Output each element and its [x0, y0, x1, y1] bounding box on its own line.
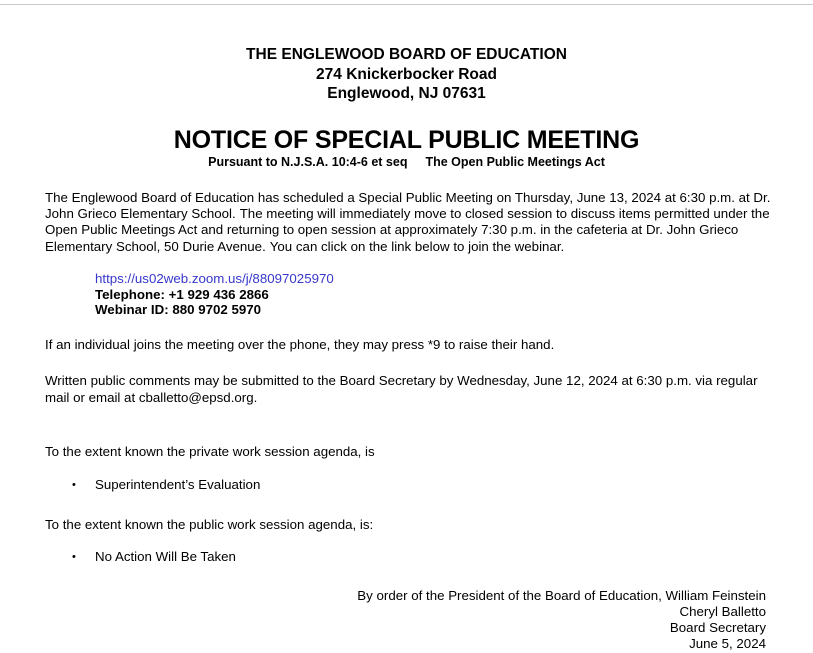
- intro-line-4: Dr. John Grieco Elementary School, 50 Durie Avenue.: [45, 222, 739, 254]
- webinar-id: Webinar ID: 880 9702 5970: [95, 302, 262, 318]
- signature-block: [0, 588, 813, 653]
- phone-raise-hand-note: If an individual joins the meeting over the phone, they may press *9 to raise their hand.: [45, 336, 555, 352]
- intro-line-3: permitted under the Open Public Meetings Act and returning to open session at approximately 7:30 p.m. in the cafeteria at: [45, 205, 770, 238]
- list-item: [45, 549, 783, 565]
- signature-name: Cheryl Balletto: [679, 603, 766, 619]
- subtitle-act: The Open Public Meetings Act: [425, 154, 605, 169]
- notice-subtitle: [0, 155, 813, 170]
- webinar-telephone: Telephone: +1 929 436 2866: [95, 286, 269, 302]
- subtitle-statute: Pursuant to N.J.S.A. 10:4-6 et seq: [208, 154, 408, 169]
- bullet-icon: •: [72, 478, 76, 491]
- public-agenda-list: [45, 549, 783, 565]
- signature-by-order: By order of the President of the Board of Education, William Feinstein: [357, 587, 766, 603]
- intro-line-4b: You can click on the link below to join the webinar.: [269, 238, 565, 254]
- document-body: [45, 190, 783, 566]
- zoom-link-row: [95, 271, 783, 287]
- intro-line-1: The Englewood Board of Education has scheduled a Special Public Meeting on Thursday, June 13, 2024 at: [45, 189, 676, 205]
- intro-line-2b: The meeting will immediately move to closed session to discuss items: [239, 205, 651, 221]
- letterhead-organization: THE ENGLEWOOD BOARD OF EDUCATION: [246, 46, 567, 63]
- bullet-icon: •: [72, 551, 76, 564]
- written-comments-line-2: mail or email at cballetto@epsd.org.: [45, 389, 258, 405]
- public-agenda-item-label: No Action Will Be Taken: [95, 549, 236, 565]
- webinar-details: [95, 271, 783, 318]
- intro-paragraph: [45, 190, 773, 256]
- public-agenda-heading: To the extent known the public work session agenda, is:: [45, 516, 374, 532]
- list-item: [45, 477, 783, 493]
- letterhead: [0, 45, 813, 104]
- page-title: NOTICE OF SPECIAL PUBLIC MEETING: [173, 125, 640, 154]
- private-agenda-heading: To the extent known the private work session agenda, is: [45, 444, 375, 460]
- signature-date: June 5, 2024: [689, 636, 766, 652]
- intro-line-2: 6:30 p.m. at Dr. John Grieco Elementary School.: [45, 189, 771, 221]
- written-comments-paragraph: [45, 373, 775, 406]
- private-agenda-item-label: Superintendent’s Evaluation: [95, 476, 261, 492]
- zoom-meeting-link[interactable]: https://us02web.zoom.us/j/88097025970: [95, 271, 334, 287]
- private-agenda-list: [45, 477, 783, 493]
- signature-role: Board Secretary: [669, 620, 766, 636]
- written-comments-line-1: Written public comments may be submitted to the Board Secretary by Wednesday, June 12, 2024 at 6:30 p.m. via regular: [45, 373, 758, 389]
- letterhead-city-state-zip: Englewood, NJ 07631: [327, 85, 486, 102]
- letterhead-street: 274 Knickerbocker Road: [316, 65, 497, 83]
